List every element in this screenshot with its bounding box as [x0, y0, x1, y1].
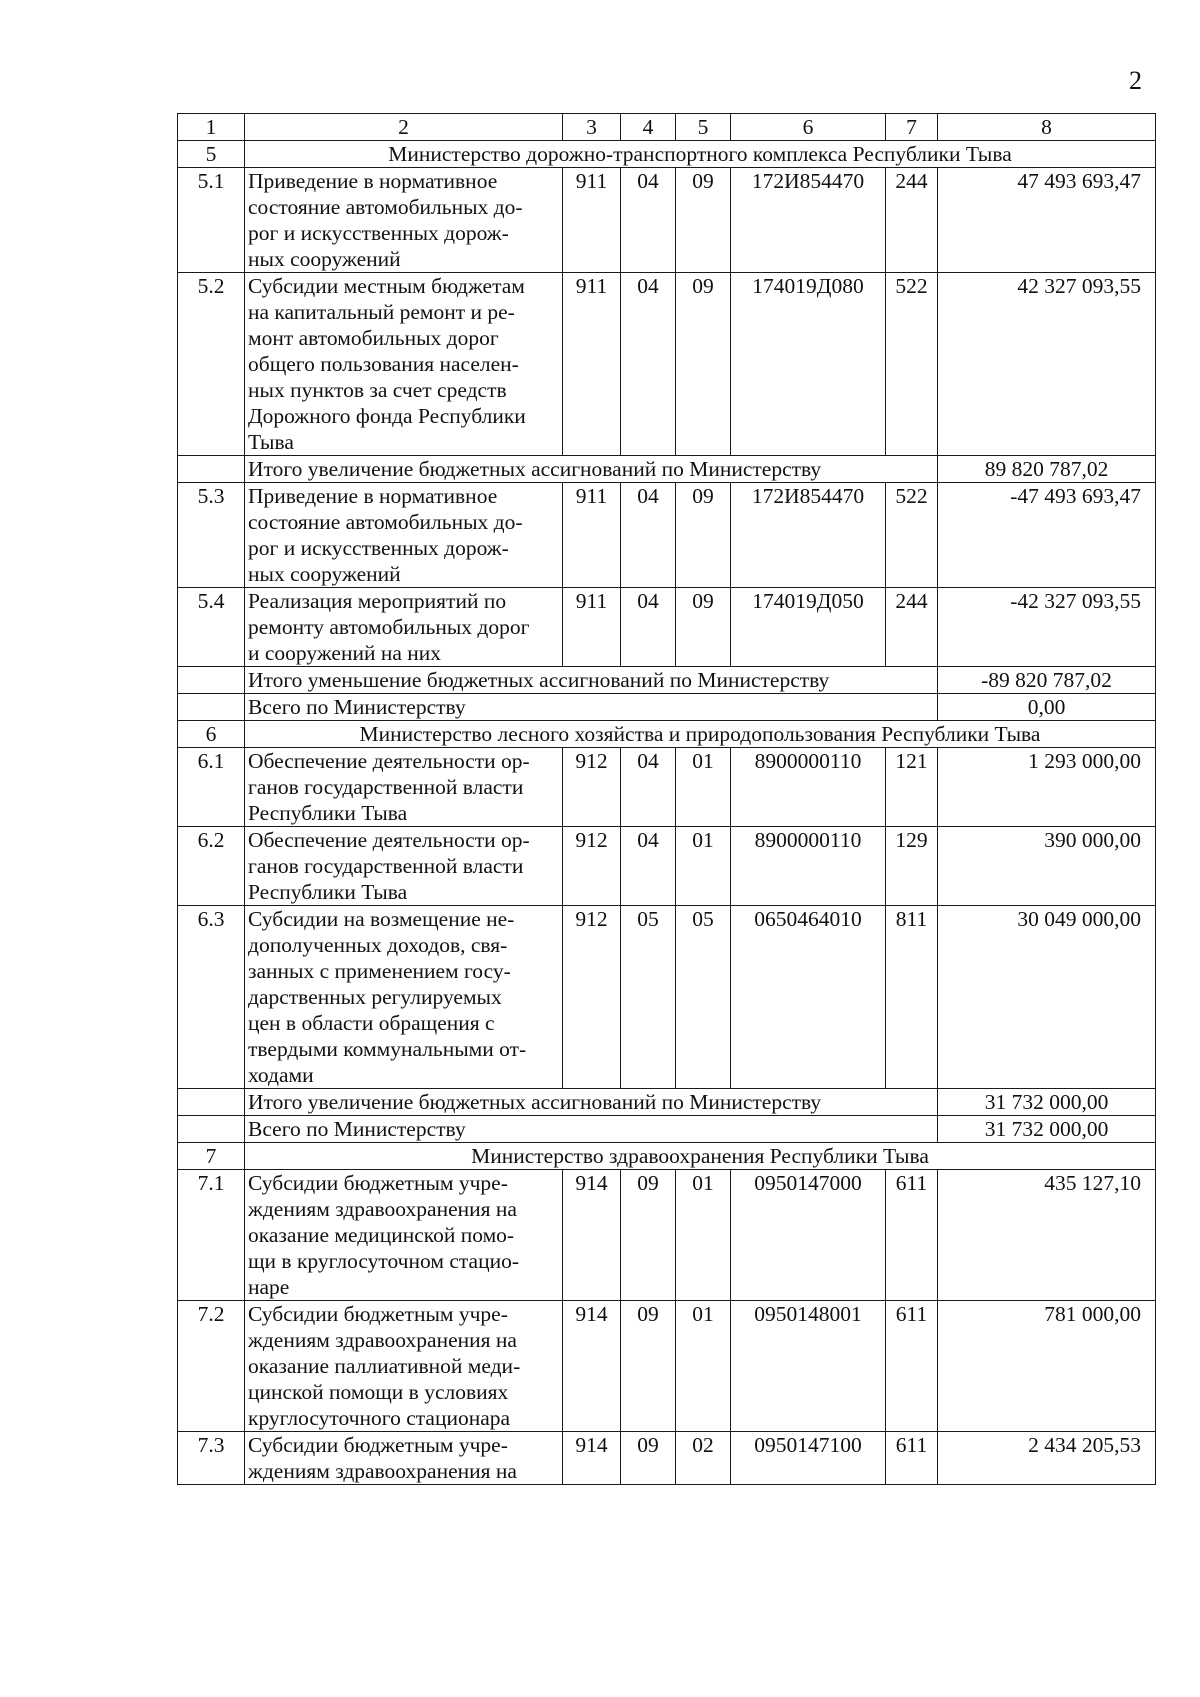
row-col5: 01	[676, 1170, 731, 1301]
table-row	[178, 273, 1156, 456]
section-row	[178, 141, 1156, 168]
row-col6: 0950147000	[731, 1170, 886, 1301]
section-row	[178, 1143, 1156, 1170]
table-row	[178, 1170, 1156, 1301]
table-row	[178, 1432, 1156, 1485]
total-row	[178, 1116, 1156, 1143]
total-label: Всего по Министерству	[245, 1116, 938, 1143]
row-col4: 04	[621, 168, 676, 273]
header-cell: 2	[245, 114, 563, 141]
row-col5: 09	[676, 168, 731, 273]
total-value: 31 732 000,00	[938, 1116, 1156, 1143]
row-col5: 02	[676, 1432, 731, 1485]
row-col5: 09	[676, 483, 731, 588]
section-title: Министерство здравоохранения Республики Тыва	[245, 1143, 1156, 1170]
table-row	[178, 1301, 1156, 1432]
row-col4: 09	[621, 1301, 676, 1432]
section-row	[178, 721, 1156, 748]
total-empty-cell	[178, 456, 245, 483]
total-value: 0,00	[938, 694, 1156, 721]
row-col7: 244	[886, 168, 938, 273]
total-empty-cell	[178, 667, 245, 694]
budget-table	[177, 113, 1156, 1485]
header-cell: 8	[938, 114, 1156, 141]
row-number: 7.1	[178, 1170, 245, 1301]
row-col5: 09	[676, 588, 731, 667]
row-description: Субсидии местным бюджетам на капитальный ремонт и ре- монт автомобильных дорог общего пользования населен- ных пунктов за счет средств Дорожного фонда Республики Тыва	[245, 273, 563, 456]
header-cell: 6	[731, 114, 886, 141]
row-col4: 04	[621, 827, 676, 906]
total-empty-cell	[178, 1089, 245, 1116]
row-amount: -47 493 693,47	[938, 483, 1156, 588]
row-amount: 390 000,00	[938, 827, 1156, 906]
row-number: 7.2	[178, 1301, 245, 1432]
table-body	[178, 114, 1156, 1485]
header-cell: 5	[676, 114, 731, 141]
row-description: Субсидии бюджетным учре- ждениям здравоохранения на оказание медицинской помо- щи в круглосуточном стацио- наре	[245, 1170, 563, 1301]
row-col3: 912	[563, 748, 621, 827]
row-col3: 911	[563, 588, 621, 667]
table-row	[178, 483, 1156, 588]
row-col7: 611	[886, 1432, 938, 1485]
total-row	[178, 456, 1156, 483]
row-col7: 121	[886, 748, 938, 827]
row-col6: 0950148001	[731, 1301, 886, 1432]
section-number: 5	[178, 141, 245, 168]
row-col3: 912	[563, 906, 621, 1089]
row-col3: 914	[563, 1170, 621, 1301]
total-value: -89 820 787,02	[938, 667, 1156, 694]
row-col3: 912	[563, 827, 621, 906]
table-row	[178, 748, 1156, 827]
row-col4: 09	[621, 1170, 676, 1301]
row-col4: 04	[621, 748, 676, 827]
row-col6: 174019Д080	[731, 273, 886, 456]
row-col7: 611	[886, 1170, 938, 1301]
total-row	[178, 694, 1156, 721]
row-amount: 1 293 000,00	[938, 748, 1156, 827]
row-number: 6.2	[178, 827, 245, 906]
row-col4: 04	[621, 273, 676, 456]
row-col5: 09	[676, 273, 731, 456]
table-row	[178, 588, 1156, 667]
row-number: 6.3	[178, 906, 245, 1089]
row-amount: -42 327 093,55	[938, 588, 1156, 667]
row-amount: 30 049 000,00	[938, 906, 1156, 1089]
row-description: Обеспечение деятельности ор- ганов государственной власти Республики Тыва	[245, 827, 563, 906]
total-label: Всего по Министерству	[245, 694, 938, 721]
row-col5: 05	[676, 906, 731, 1089]
row-col5: 01	[676, 827, 731, 906]
row-col4: 04	[621, 588, 676, 667]
total-label: Итого уменьшение бюджетных ассигнований по Министерству	[245, 667, 938, 694]
row-number: 5.4	[178, 588, 245, 667]
row-col6: 8900000110	[731, 827, 886, 906]
row-col6: 172И854470	[731, 168, 886, 273]
section-number: 7	[178, 1143, 245, 1170]
row-col6: 172И854470	[731, 483, 886, 588]
row-description: Приведение в нормативное состояние автомобильных до- рог и искусственных дорож- ных сооружений	[245, 168, 563, 273]
section-title: Министерство дорожно-транспортного комплекса Республики Тыва	[245, 141, 1156, 168]
row-col3: 911	[563, 483, 621, 588]
row-description: Обеспечение деятельности ор- ганов государственной власти Республики Тыва	[245, 748, 563, 827]
table-row	[178, 906, 1156, 1089]
row-amount: 47 493 693,47	[938, 168, 1156, 273]
row-col7: 522	[886, 483, 938, 588]
total-row	[178, 1089, 1156, 1116]
row-col6: 8900000110	[731, 748, 886, 827]
row-col4: 09	[621, 1432, 676, 1485]
total-value: 89 820 787,02	[938, 456, 1156, 483]
row-amount: 42 327 093,55	[938, 273, 1156, 456]
row-col4: 05	[621, 906, 676, 1089]
row-number: 5.2	[178, 273, 245, 456]
row-number: 7.3	[178, 1432, 245, 1485]
row-number: 5.1	[178, 168, 245, 273]
section-number: 6	[178, 721, 245, 748]
row-col3: 914	[563, 1301, 621, 1432]
row-col7: 811	[886, 906, 938, 1089]
row-col6: 0950147100	[731, 1432, 886, 1485]
total-label: Итого увеличение бюджетных ассигнований по Министерству	[245, 1089, 938, 1116]
row-col7: 522	[886, 273, 938, 456]
total-empty-cell	[178, 694, 245, 721]
row-amount: 2 434 205,53	[938, 1432, 1156, 1485]
row-description: Приведение в нормативное состояние автомобильных до- рог и искусственных дорож- ных сооружений	[245, 483, 563, 588]
row-number: 5.3	[178, 483, 245, 588]
section-title: Министерство лесного хозяйства и природопользования Республики Тыва	[245, 721, 1156, 748]
row-col7: 244	[886, 588, 938, 667]
row-number: 6.1	[178, 748, 245, 827]
header-row	[178, 114, 1156, 141]
header-cell: 7	[886, 114, 938, 141]
row-col7: 129	[886, 827, 938, 906]
row-description: Реализация мероприятий по ремонту автомобильных дорог и сооружений на них	[245, 588, 563, 667]
row-col5: 01	[676, 748, 731, 827]
row-col6: 174019Д050	[731, 588, 886, 667]
total-row	[178, 667, 1156, 694]
row-description: Субсидии на возмещение не- дополученных доходов, свя- занных с применением госу- дарственных регулируемых цен в области обращения с твердыми коммунальными от- ходами	[245, 906, 563, 1089]
row-col5: 01	[676, 1301, 731, 1432]
header-cell: 4	[621, 114, 676, 141]
total-empty-cell	[178, 1116, 245, 1143]
table-row	[178, 827, 1156, 906]
table-row	[178, 168, 1156, 273]
header-cell: 1	[178, 114, 245, 141]
row-col3: 911	[563, 273, 621, 456]
row-col3: 911	[563, 168, 621, 273]
total-value: 31 732 000,00	[938, 1089, 1156, 1116]
total-label: Итого увеличение бюджетных ассигнований по Министерству	[245, 456, 938, 483]
row-amount: 435 127,10	[938, 1170, 1156, 1301]
row-col3: 914	[563, 1432, 621, 1485]
row-col4: 04	[621, 483, 676, 588]
header-cell: 3	[563, 114, 621, 141]
page-number: 2	[1129, 66, 1142, 95]
row-description: Субсидии бюджетным учре- ждениям здравоохранения на оказание паллиативной меди- цинской помощи в условиях круглосуточного стационара	[245, 1301, 563, 1432]
row-col7: 611	[886, 1301, 938, 1432]
row-description: Субсидии бюджетным учре- ждениям здравоохранения на	[245, 1432, 563, 1485]
row-col6: 0650464010	[731, 906, 886, 1089]
row-amount: 781 000,00	[938, 1301, 1156, 1432]
